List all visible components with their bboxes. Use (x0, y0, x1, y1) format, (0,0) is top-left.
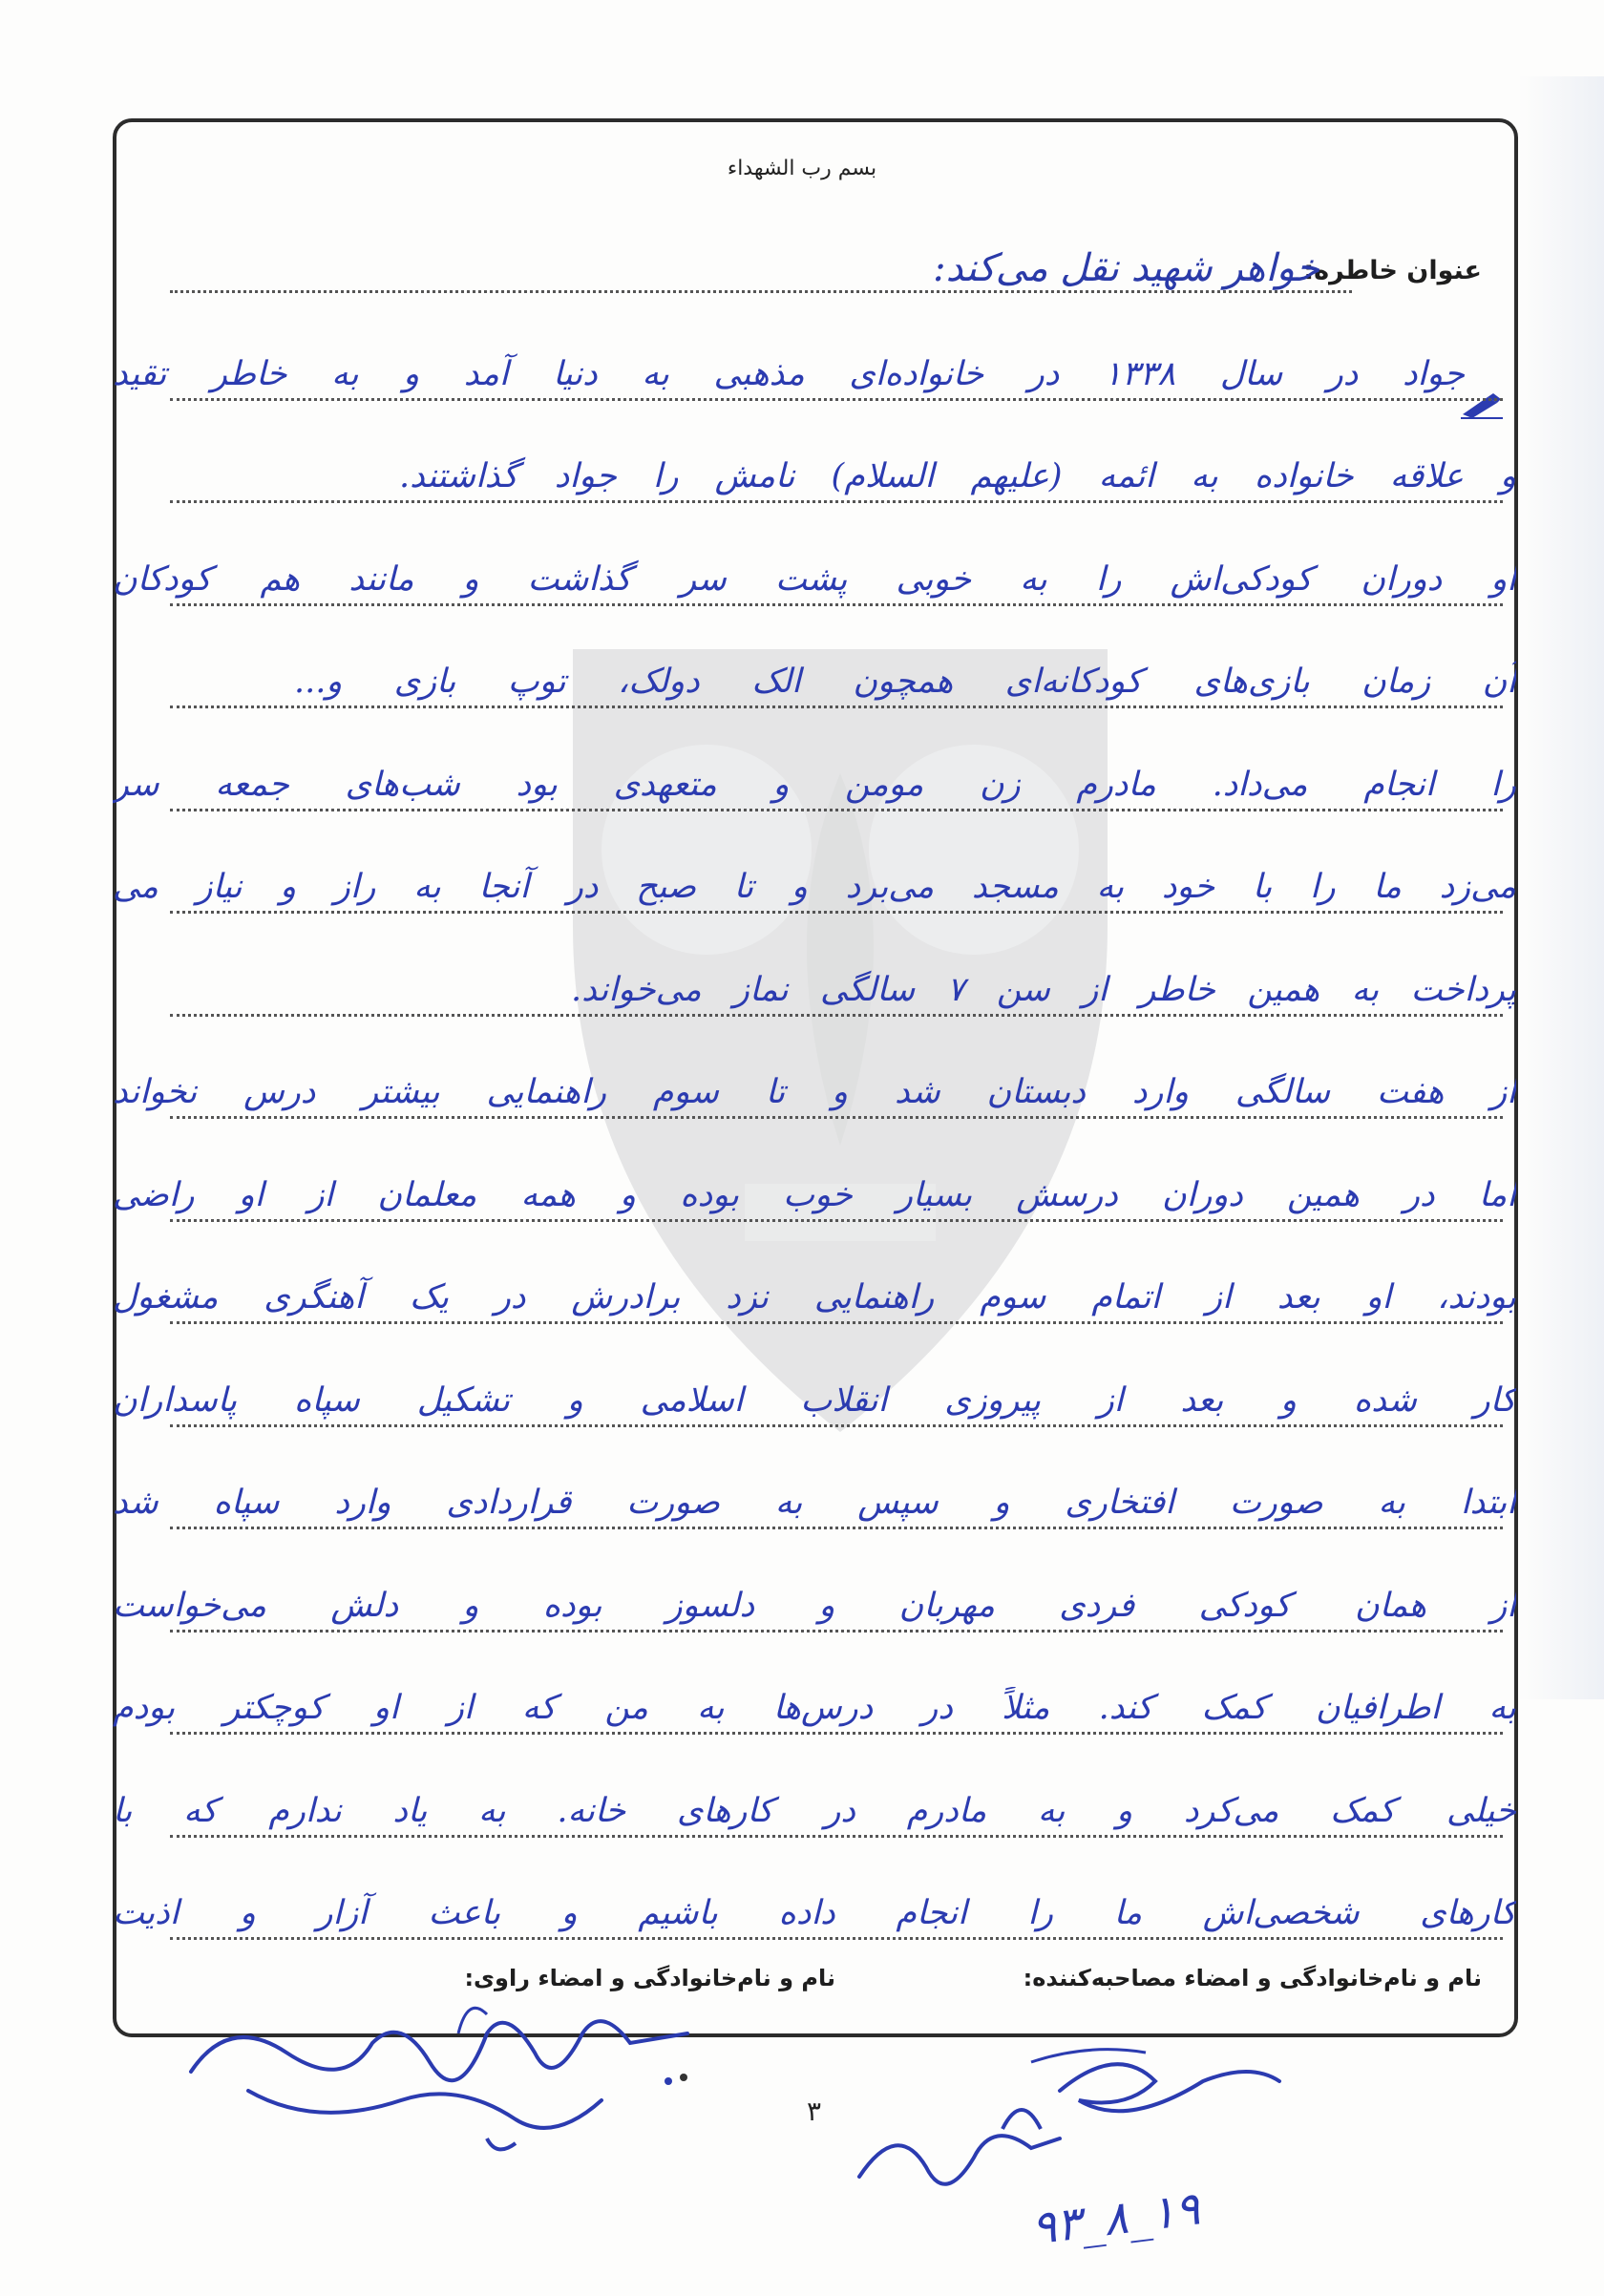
body-line-text: از هفت سالگی وارد دبستان شد و تا سوم راهنمایی بیشتر درس نخواند (113, 1073, 1516, 1111)
subject-value: خواهر شهید نقل می‌کند: (933, 246, 1319, 290)
body-line (113, 1659, 1516, 1762)
handwritten-date: ۹۳_۸_۱۹ (1028, 2181, 1203, 2256)
body-line (113, 1351, 1516, 1454)
body-line (113, 1249, 1516, 1352)
body-line (113, 1146, 1516, 1249)
body-line (113, 530, 1516, 633)
body-line-text: او دوران کودکی‌اش را به خوبی پشت سر گذاشت و مانند هم کودکان (113, 559, 1516, 599)
body-line (113, 1454, 1516, 1557)
scan-bleed-through (1518, 76, 1604, 1699)
body-line-text: کارهای شخصی‌اش ما را انجام داده باشیم و باعث آزار و اذیت (113, 1894, 1516, 1932)
body-line-text: آن زمان بازی‌های کودکانه‌ای همچون الک دولک، توپ بازی و... (294, 663, 1516, 701)
scan-artifact-dot (680, 2074, 687, 2081)
body-line-text: اما در همین دوران درسش بسیار خوب بوده و همه معلمان از او راضی (113, 1175, 1516, 1214)
body-line-text: پرداخت به همین خاطر از سن ۷ سالگی نماز می‌خواند. (571, 970, 1516, 1009)
body-line-text: به اطرافیان کمک کند. مثلاً در درس‌ها به من که از او کوچکتر بودم (113, 1689, 1516, 1727)
page-header-title: بسم رب الشهداء (727, 157, 877, 180)
narrator-signature-label: نام و نام‌خانوادگی و امضاء راوی: (464, 1965, 835, 1991)
body-line-text: را انجام می‌داد. مادرم زن مومن و متعهدی بود شب‌های جمعه سر (113, 765, 1516, 804)
body-line (113, 838, 1516, 941)
body-line (170, 940, 1516, 1043)
body-line (113, 1556, 1516, 1659)
interviewer-signature-label: نام و نام‌خانوادگی و امضاء مصاحبه‌کننده: (1023, 1965, 1482, 1991)
narrator-signature (172, 1976, 707, 2167)
interviewer-signature (840, 2024, 1298, 2215)
body-line (113, 325, 1503, 428)
body-line-text: می‌زد ما را با خود به مسجد می‌برد و تا صبح در آنجا به راز و نیاز می (113, 868, 1516, 906)
body-line (113, 1761, 1516, 1864)
body-line-text: جواد در سال ۱۳۳۸ در خانواده‌ای مذهبی به دنیا آمد و به خاطر تقید (113, 354, 1465, 393)
body-line (113, 1043, 1516, 1147)
body-line-text: ابتدا به صورت افتخاری و سپس به صورت قراردادی وارد سپاه شد (113, 1484, 1516, 1522)
body-line (170, 428, 1516, 531)
page-number: ۳ (807, 2096, 822, 2127)
body-line (170, 633, 1516, 736)
subject-dotted-line (170, 290, 1352, 293)
body-line-text: و علاقه خانواده به ائمه (علیهم السلام) نامش را جواد گذاشتند. (399, 457, 1516, 495)
body-line (113, 1864, 1516, 1968)
body-line-text: خیلی کمک می‌کرد و به مادرم در کارهای خانه. به یاد ندارم که با (113, 1791, 1516, 1830)
memoir-body (113, 325, 1516, 1967)
body-line-text: بودند، او بعد از اتمام سوم راهنمایی نزد برادرش در یک آهنگری مشغول (113, 1278, 1516, 1317)
subject-label: عنوان خاطره: (1303, 256, 1482, 285)
body-line-text: از همان کودکی فردی مهربان و دلسوز بوده و دلش می‌خواست (113, 1586, 1516, 1625)
pencil-icon (1459, 391, 1503, 420)
body-line-text: کار شده و بعد از پیروزی انقلاب اسلامی و تشکیل سپاه پاسداران (113, 1380, 1516, 1420)
body-line (113, 735, 1516, 838)
